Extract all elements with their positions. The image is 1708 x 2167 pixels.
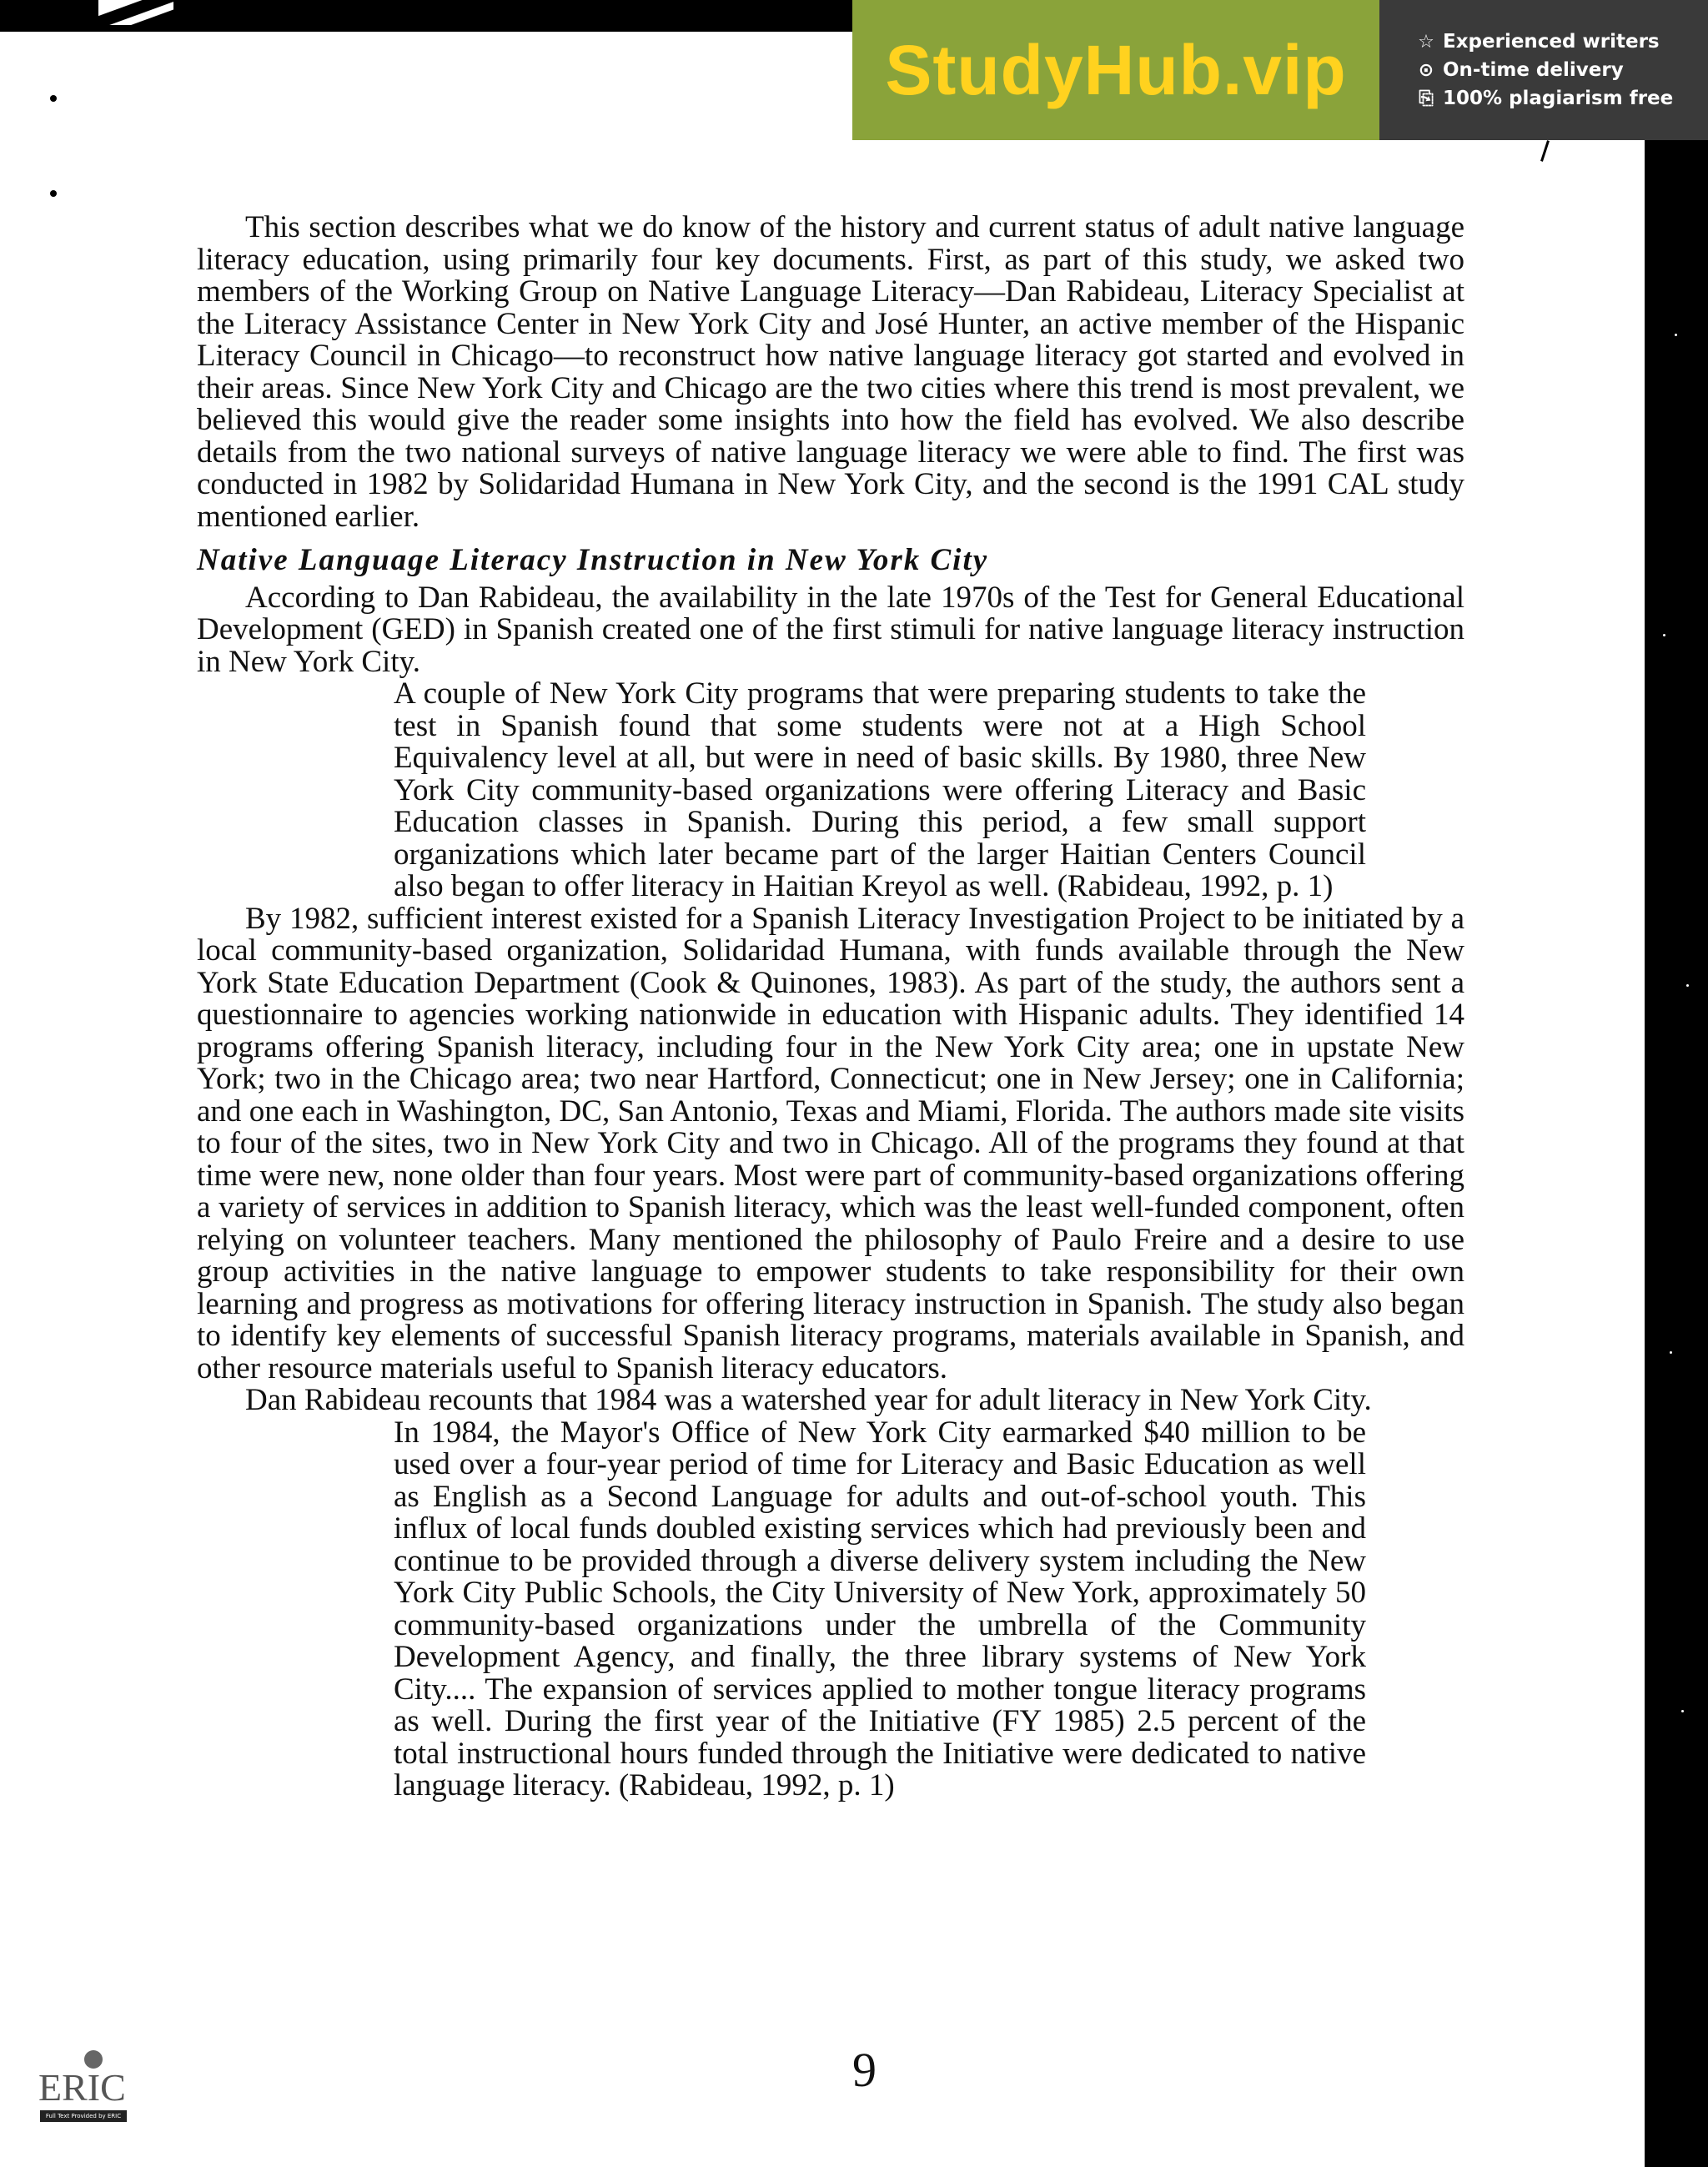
intro-paragraph: This section describes what we do know of the history and current status of adult native language literacy education, using primarily four key documents. First, as part of this study, we asked two members of the Working Group on Native Language Literacy—Dan Rabideau, Literacy Specialist at the Literacy Assistance Center in New York City and José Hunter, an active member of the Hispanic Literacy Council in Chicago—to reconstruct how native language literacy got started and evolved in their areas. Since New York City and Chicago are the two cities where this trend is most prevalent, we believed this would give the reader some insights into how the field has evolved. We also describe details from the two national surveys of native language literacy we were able to find. The first was conducted in 1982 by Solidaridad Humana in New York City, and the second is the 1991 CAL study mentioned earlier. [197, 210, 1464, 534]
feature-label: 100% plagiarism free [1443, 88, 1674, 109]
block-quote: In 1984, the Mayor's Office of New York City earmarked $40 million to be used over a four-year period of time for Literacy and Basic Education as well as English as a Second Language for adults and out-of-school youth. This influx of local funds doubled existing services which had previously been and continue to be provided through a diverse delivery system including the New York City Public Schools, the City University of New York, approximately 50 community-based organizations under the umbrella of the Community Development Agency, and finally, the three library systems of New York City.... The expansion of services applied to mother tongue literacy programs as well. During the first year of the Initiative (FY 1985) 2.5 percent of the total instructional hours funded through the Initiative were dedicated to native language literacy. (Rabideau, 1992, p. 1) [394, 1415, 1366, 1802]
star-outline-icon: ☆ [1418, 31, 1434, 53]
brand-name: StudyHub.vip [885, 30, 1347, 109]
feature-experienced-writers [1416, 31, 1708, 53]
feature-plagiarism-free [1416, 88, 1708, 109]
banner-features [1379, 0, 1708, 140]
eric-logo-caption: Full Text Provided by ERIC [40, 2110, 127, 2122]
feature-label: Experienced writers [1443, 31, 1660, 53]
scan-mark [1540, 140, 1550, 162]
paragraph: According to Dan Rabideau, the availability in the late 1970s of the Test for General Educational Development (GED) in Spanish created one of the first stimuli for native language literacy instruction in New York City. [197, 580, 1464, 679]
paragraph: By 1982, sufficient interest existed for a Spanish Literacy Investigation Project to be initiated by a local community-based organization, Solidaridad Humana, with funds available through the New York State Education Department (Cook & Quinones, 1983). As part of the study, the authors sent a questionnaire to agencies working nationwide in education with Hispanic adults. They identified 14 programs offering Spanish literacy, including four in the New York City area; one in upstate New York; two in the Chicago area; two near Hartford, Connecticut; one in New Jersey; one in California; and one each in Washington, DC, San Antonio, Texas and Miami, Florida. The authors made site visits to four of the sites, two in New York City and two in Chicago. All of the programs they found at that time were new, none older than four years. Most were part of community-based organizations offering a variety of services in addition to Spanish literacy, which was the least well-funded component, often relying on volunteer teachers. Many mentioned the philosophy of Paulo Freire and a desire to use group activities in the native language to empower students to take responsibility for their own learning and progress as motivations for offering literacy instruction in Spanish. The study also began to identify key elements of successful Spanish literacy programs, materials available in Spanish, and other resource materials useful to Spanish literacy educators. [197, 901, 1464, 1385]
block-quote: A couple of New York City programs that were preparing students to take the test in Spanish found that some students were not at a High School Equivalency level at all, but were in need of basic skills. By 1980, three New York City community-based organizations were offering Literacy and Basic Education classes in Spanish. During this period, a few small support organizations which later became part of the larger Haitian Centers Council also began to offer literacy in Haitian Kreyol as well. (Rabideau, 1992, p. 1) [394, 676, 1366, 903]
brand-block[interactable] [852, 0, 1379, 140]
studyhub-banner[interactable] [852, 0, 1708, 140]
section-heading: Native Language Literacy Instruction in New York City [197, 543, 989, 577]
clock-icon: ⊙ [1418, 59, 1434, 81]
paragraph: Dan Rabideau recounts that 1984 was a watershed year for adult literacy in New York City. [245, 1383, 1372, 1417]
document-body [197, 212, 1464, 1802]
scan-dot [50, 190, 57, 197]
copy-icon: ⎘ [1419, 88, 1434, 109]
scan-dot [50, 95, 57, 102]
eric-logo [38, 2050, 132, 2125]
feature-label: On-time delivery [1443, 59, 1624, 81]
feature-on-time-delivery [1416, 59, 1708, 81]
scan-right-border [1645, 0, 1708, 2167]
page-number: 9 [852, 2043, 877, 2097]
eric-logo-text: ERIC [38, 2066, 126, 2109]
scan-artifact [98, 0, 173, 25]
